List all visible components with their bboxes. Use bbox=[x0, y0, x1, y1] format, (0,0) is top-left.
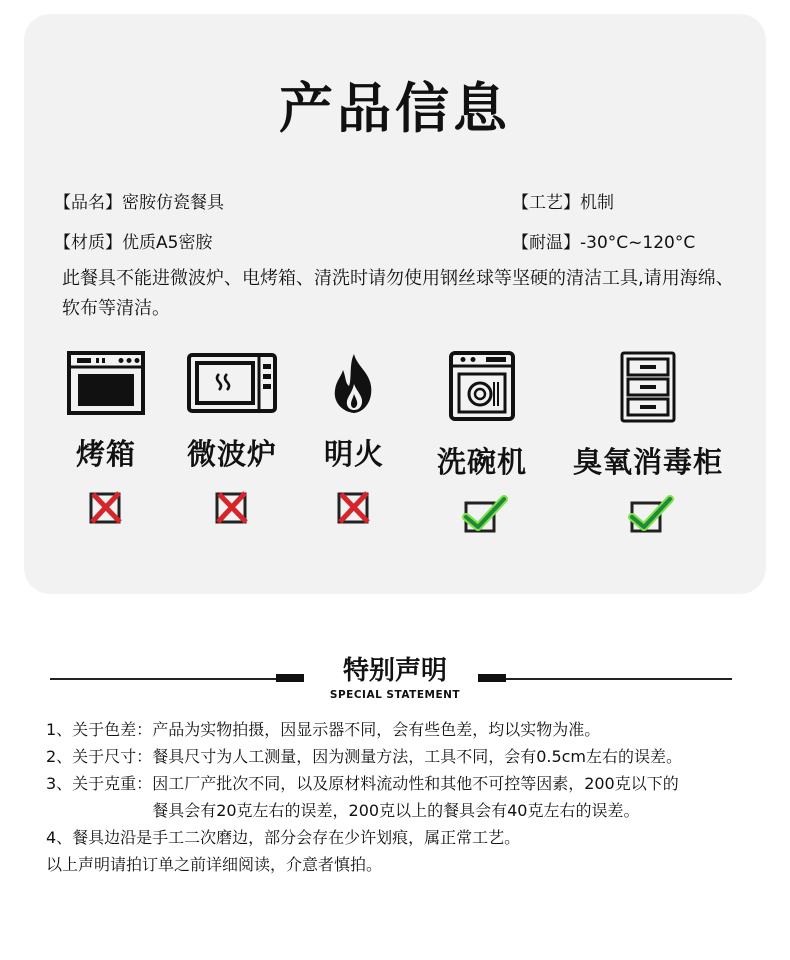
product-name-value: 密胺仿瓷餐具 bbox=[122, 193, 224, 213]
statement-item-head: 1、关于色差： bbox=[46, 720, 153, 739]
cross-icon bbox=[86, 487, 126, 527]
page-title: 产品信息 bbox=[279, 76, 511, 140]
care-notice: 此餐具不能进微波炉、电烤箱、清洗时请勿使用钢丝球等坚硬的清洁工具,请用海绵、软布等清洁。 bbox=[62, 268, 734, 319]
statement-title: 特别声明 bbox=[342, 656, 447, 686]
product-name-label: 【品名】 bbox=[54, 193, 122, 213]
compat-item-ozone-sterilizer bbox=[568, 350, 728, 535]
sterilizer-cabinet-icon bbox=[618, 350, 678, 424]
statement-item bbox=[46, 824, 766, 851]
compatibility-row bbox=[0, 350, 790, 540]
craft-label: 【工艺】 bbox=[512, 193, 580, 213]
statement-item bbox=[46, 716, 766, 743]
statement-list bbox=[46, 716, 766, 878]
statement-item-text: 4、餐具边沿是手工二次磨边，部分会存在少许划痕，属正常工艺。 bbox=[46, 828, 521, 847]
craft-value: 机制 bbox=[580, 193, 614, 213]
compat-label: 烤箱 bbox=[75, 437, 136, 471]
statement-item-text: 因工厂产批次不同，以及原材料流动性和其他不可控等因素，200克以下的餐具会有20克左右的误差，200克以上的餐具会有40克左右的误差。 bbox=[152, 774, 679, 820]
temperature-value: -30°C~120°C bbox=[580, 233, 696, 253]
compat-label: 明火 bbox=[323, 437, 384, 471]
check-icon bbox=[618, 495, 678, 535]
temperature-row bbox=[512, 228, 695, 253]
statement-item-head: 2、关于尺寸： bbox=[46, 747, 153, 766]
compat-label: 臭氧消毒柜 bbox=[572, 445, 723, 479]
statement-item bbox=[46, 770, 766, 824]
cross-icon bbox=[212, 487, 252, 527]
statement-item-text: 以上声明请拍订单之前详细阅读，介意者慎拍。 bbox=[46, 855, 383, 874]
material-row bbox=[54, 228, 212, 253]
statement-item bbox=[46, 851, 766, 878]
craft-row bbox=[512, 188, 614, 213]
material-value: 优质A5密胺 bbox=[122, 233, 213, 253]
cross-icon bbox=[334, 487, 374, 527]
material-label: 【材质】 bbox=[54, 233, 122, 253]
check-icon bbox=[452, 495, 512, 535]
compat-label: 微波炉 bbox=[186, 437, 277, 471]
statement-item-text: 餐具尺寸为人工测量，因为测量方法，工具不同，会有0.5cm左右的误差。 bbox=[152, 747, 683, 766]
oven-icon bbox=[66, 350, 146, 416]
flame-icon bbox=[321, 350, 387, 416]
microwave-icon bbox=[186, 350, 278, 416]
dishwasher-icon bbox=[448, 350, 516, 424]
statement-item bbox=[46, 743, 766, 770]
product-name-row bbox=[54, 188, 224, 213]
compat-label: 洗碗机 bbox=[436, 445, 527, 479]
statement-item-text: 产品为实物拍摄，因显示器不同，会有些色差，均以实物为准。 bbox=[152, 720, 601, 739]
temperature-label: 【耐温】 bbox=[512, 233, 580, 253]
statement-subtitle: SPECIAL STATEMENT bbox=[329, 689, 461, 701]
statement-item-head: 3、关于克重： bbox=[46, 774, 153, 793]
